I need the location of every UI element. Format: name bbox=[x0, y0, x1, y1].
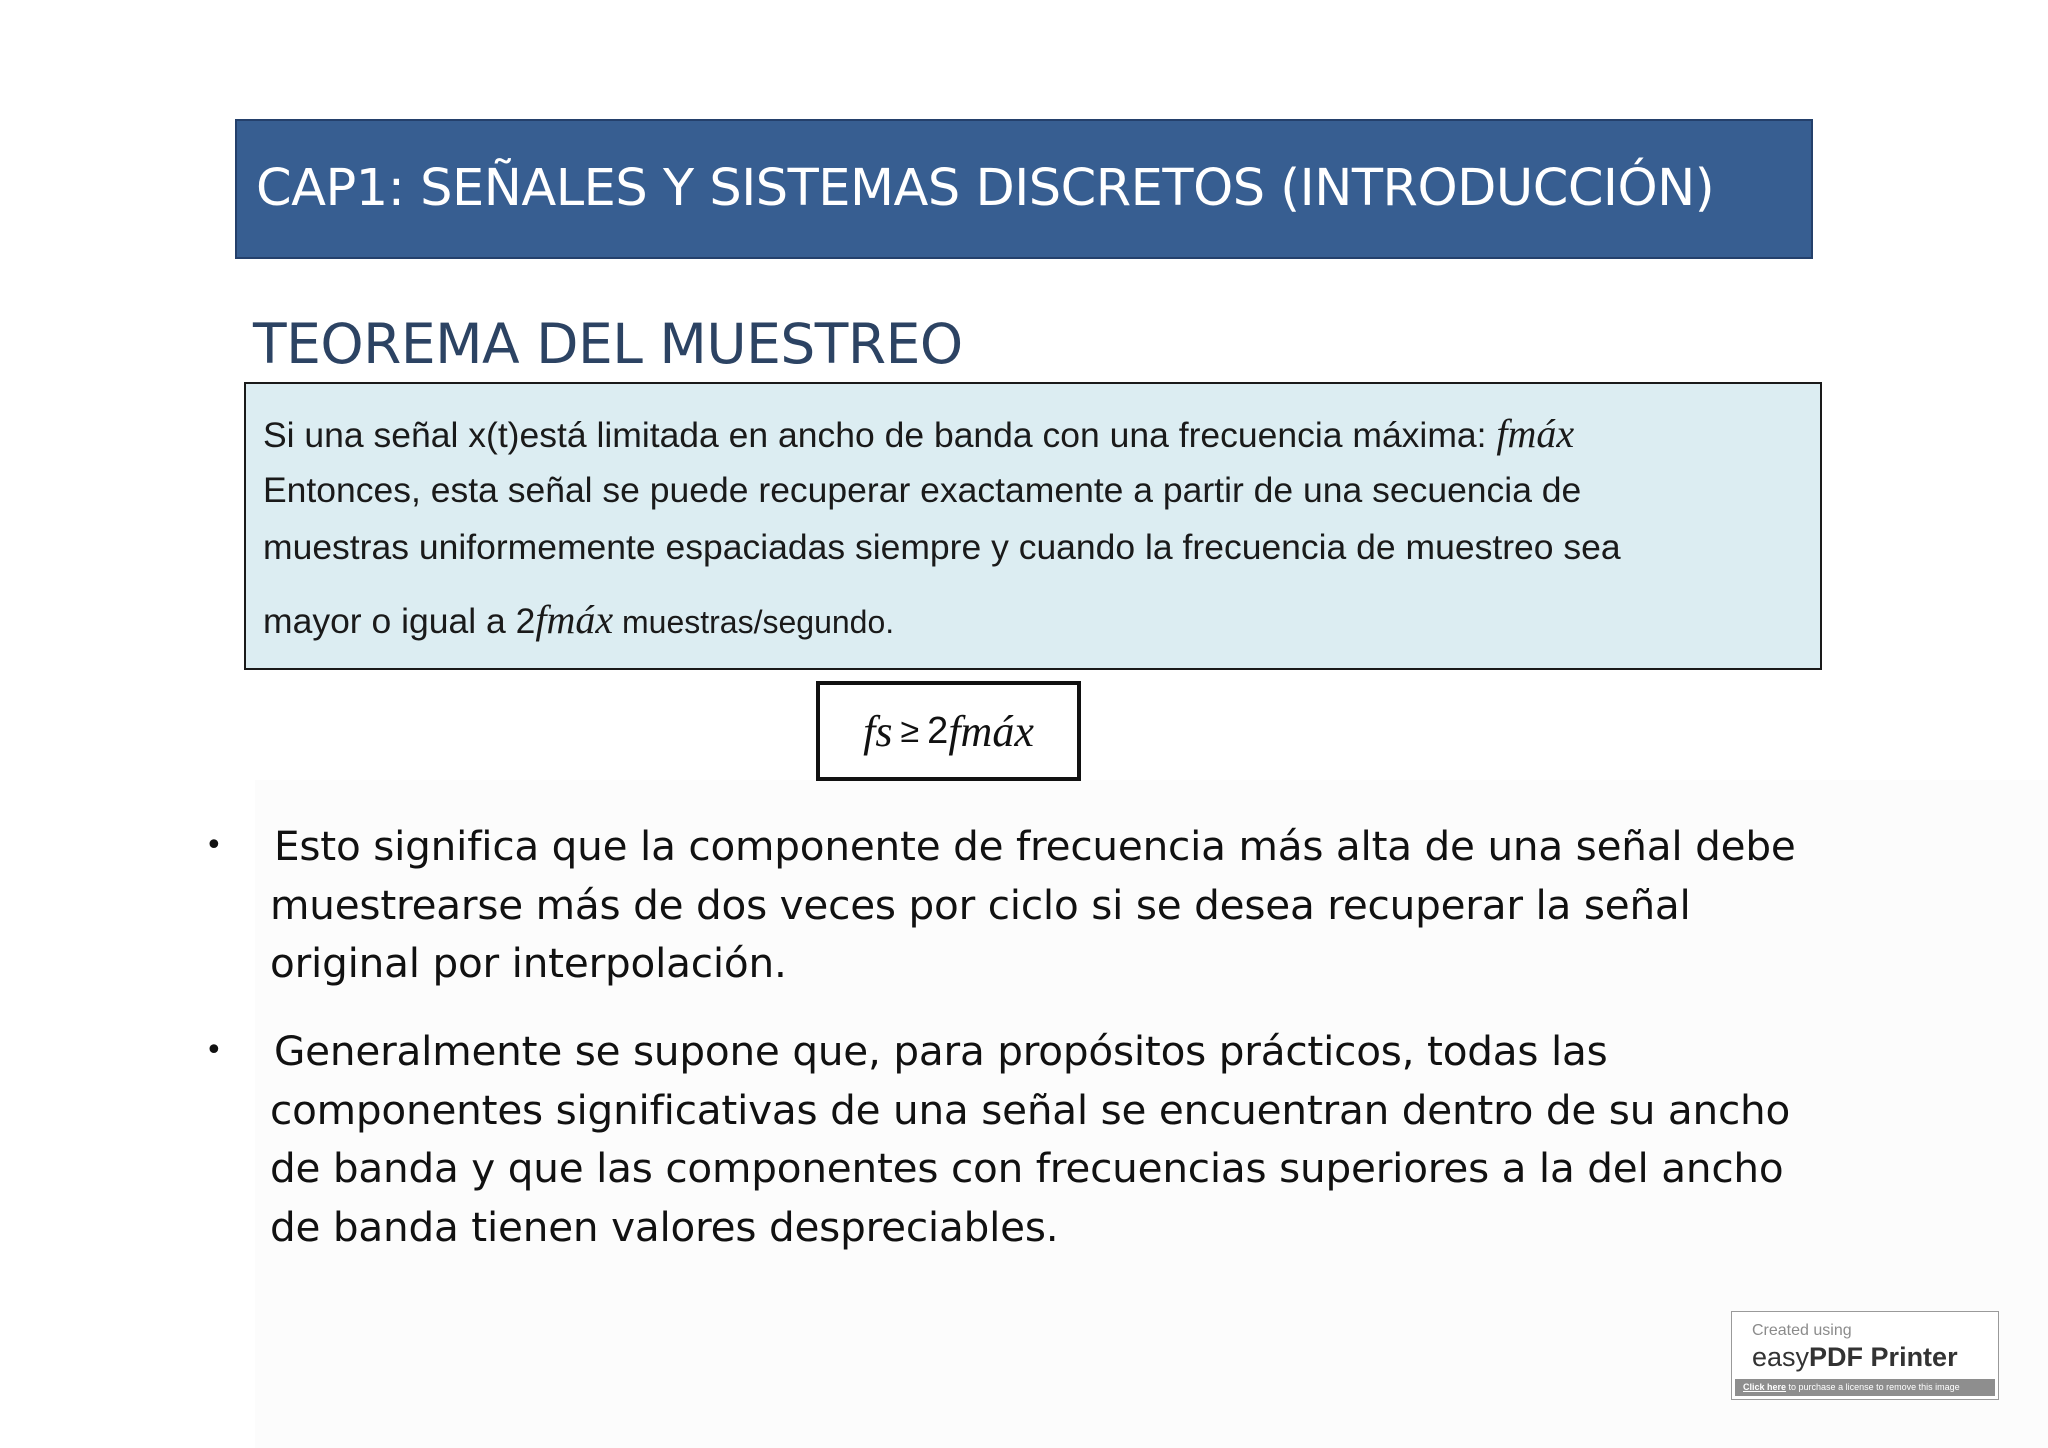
theorem-line-4 bbox=[263, 596, 894, 643]
bullet-marker: • bbox=[205, 828, 223, 863]
fmax-symbol: fmáx bbox=[535, 597, 614, 642]
watermark-link-suffix: to purchase a license to remove this image bbox=[1786, 1382, 1960, 1392]
theorem-box bbox=[244, 382, 1822, 670]
nyquist-formula bbox=[816, 681, 1081, 781]
formula-fmax: fmáx bbox=[948, 706, 1034, 756]
theorem-line-2: Entonces, esta señal se puede recuperar exactamente a partir de una secuencia de bbox=[263, 470, 1582, 510]
theorem-line-4-suffix: muestras/segundo. bbox=[613, 604, 895, 640]
watermark-brand bbox=[1752, 1342, 1958, 1373]
watermark-caption: Created using bbox=[1752, 1322, 1852, 1339]
slide-title: CAP1: SEÑALES Y SISTEMAS DISCRETOS (INTRODUCCIÓN) bbox=[256, 159, 1715, 218]
section-heading: TEOREMA DEL MUESTREO bbox=[253, 312, 963, 376]
watermark-brand-name: PDF Printer bbox=[1809, 1342, 1958, 1372]
title-banner bbox=[235, 119, 1813, 259]
easypdf-watermark[interactable] bbox=[1731, 1311, 1999, 1400]
formula-coefficient: 2 bbox=[927, 709, 949, 752]
watermark-link[interactable]: Click here bbox=[1743, 1382, 1787, 1392]
theorem-line-4-prefix: mayor o igual a 2 bbox=[263, 601, 536, 641]
formula-fs: fs bbox=[863, 706, 893, 756]
fmax-symbol: fmáx bbox=[1496, 411, 1575, 456]
bullet-text: Generalmente se supone que, para propósitos prácticos, todas las componentes significativas de una señal se encuentran dentro de su ancho de banda y que las componentes con frecuencias superiores a la del ancho de banda tienen valores despreciables. bbox=[270, 1027, 1791, 1251]
bullet-marker: • bbox=[205, 1033, 223, 1068]
watermark-license-bar bbox=[1735, 1379, 1995, 1396]
theorem-line-1-text: Si una señal x(t)está limitada en ancho de banda con una frecuencia máxima: bbox=[263, 415, 1497, 455]
theorem-line-3: muestras uniformemente espaciadas siempre y cuando la frecuencia de muestreo sea bbox=[263, 527, 1621, 567]
bullet-text: Esto significa que la componente de frecuencia más alta de una señal debe muestrearse más de dos veces por ciclo si se desea recuperar la señal original por interpolación. bbox=[270, 822, 1796, 987]
watermark-brand-prefix: easy bbox=[1752, 1342, 1810, 1372]
theorem-line-1 bbox=[263, 410, 1574, 457]
formula-relation: ≥ bbox=[900, 711, 920, 750]
